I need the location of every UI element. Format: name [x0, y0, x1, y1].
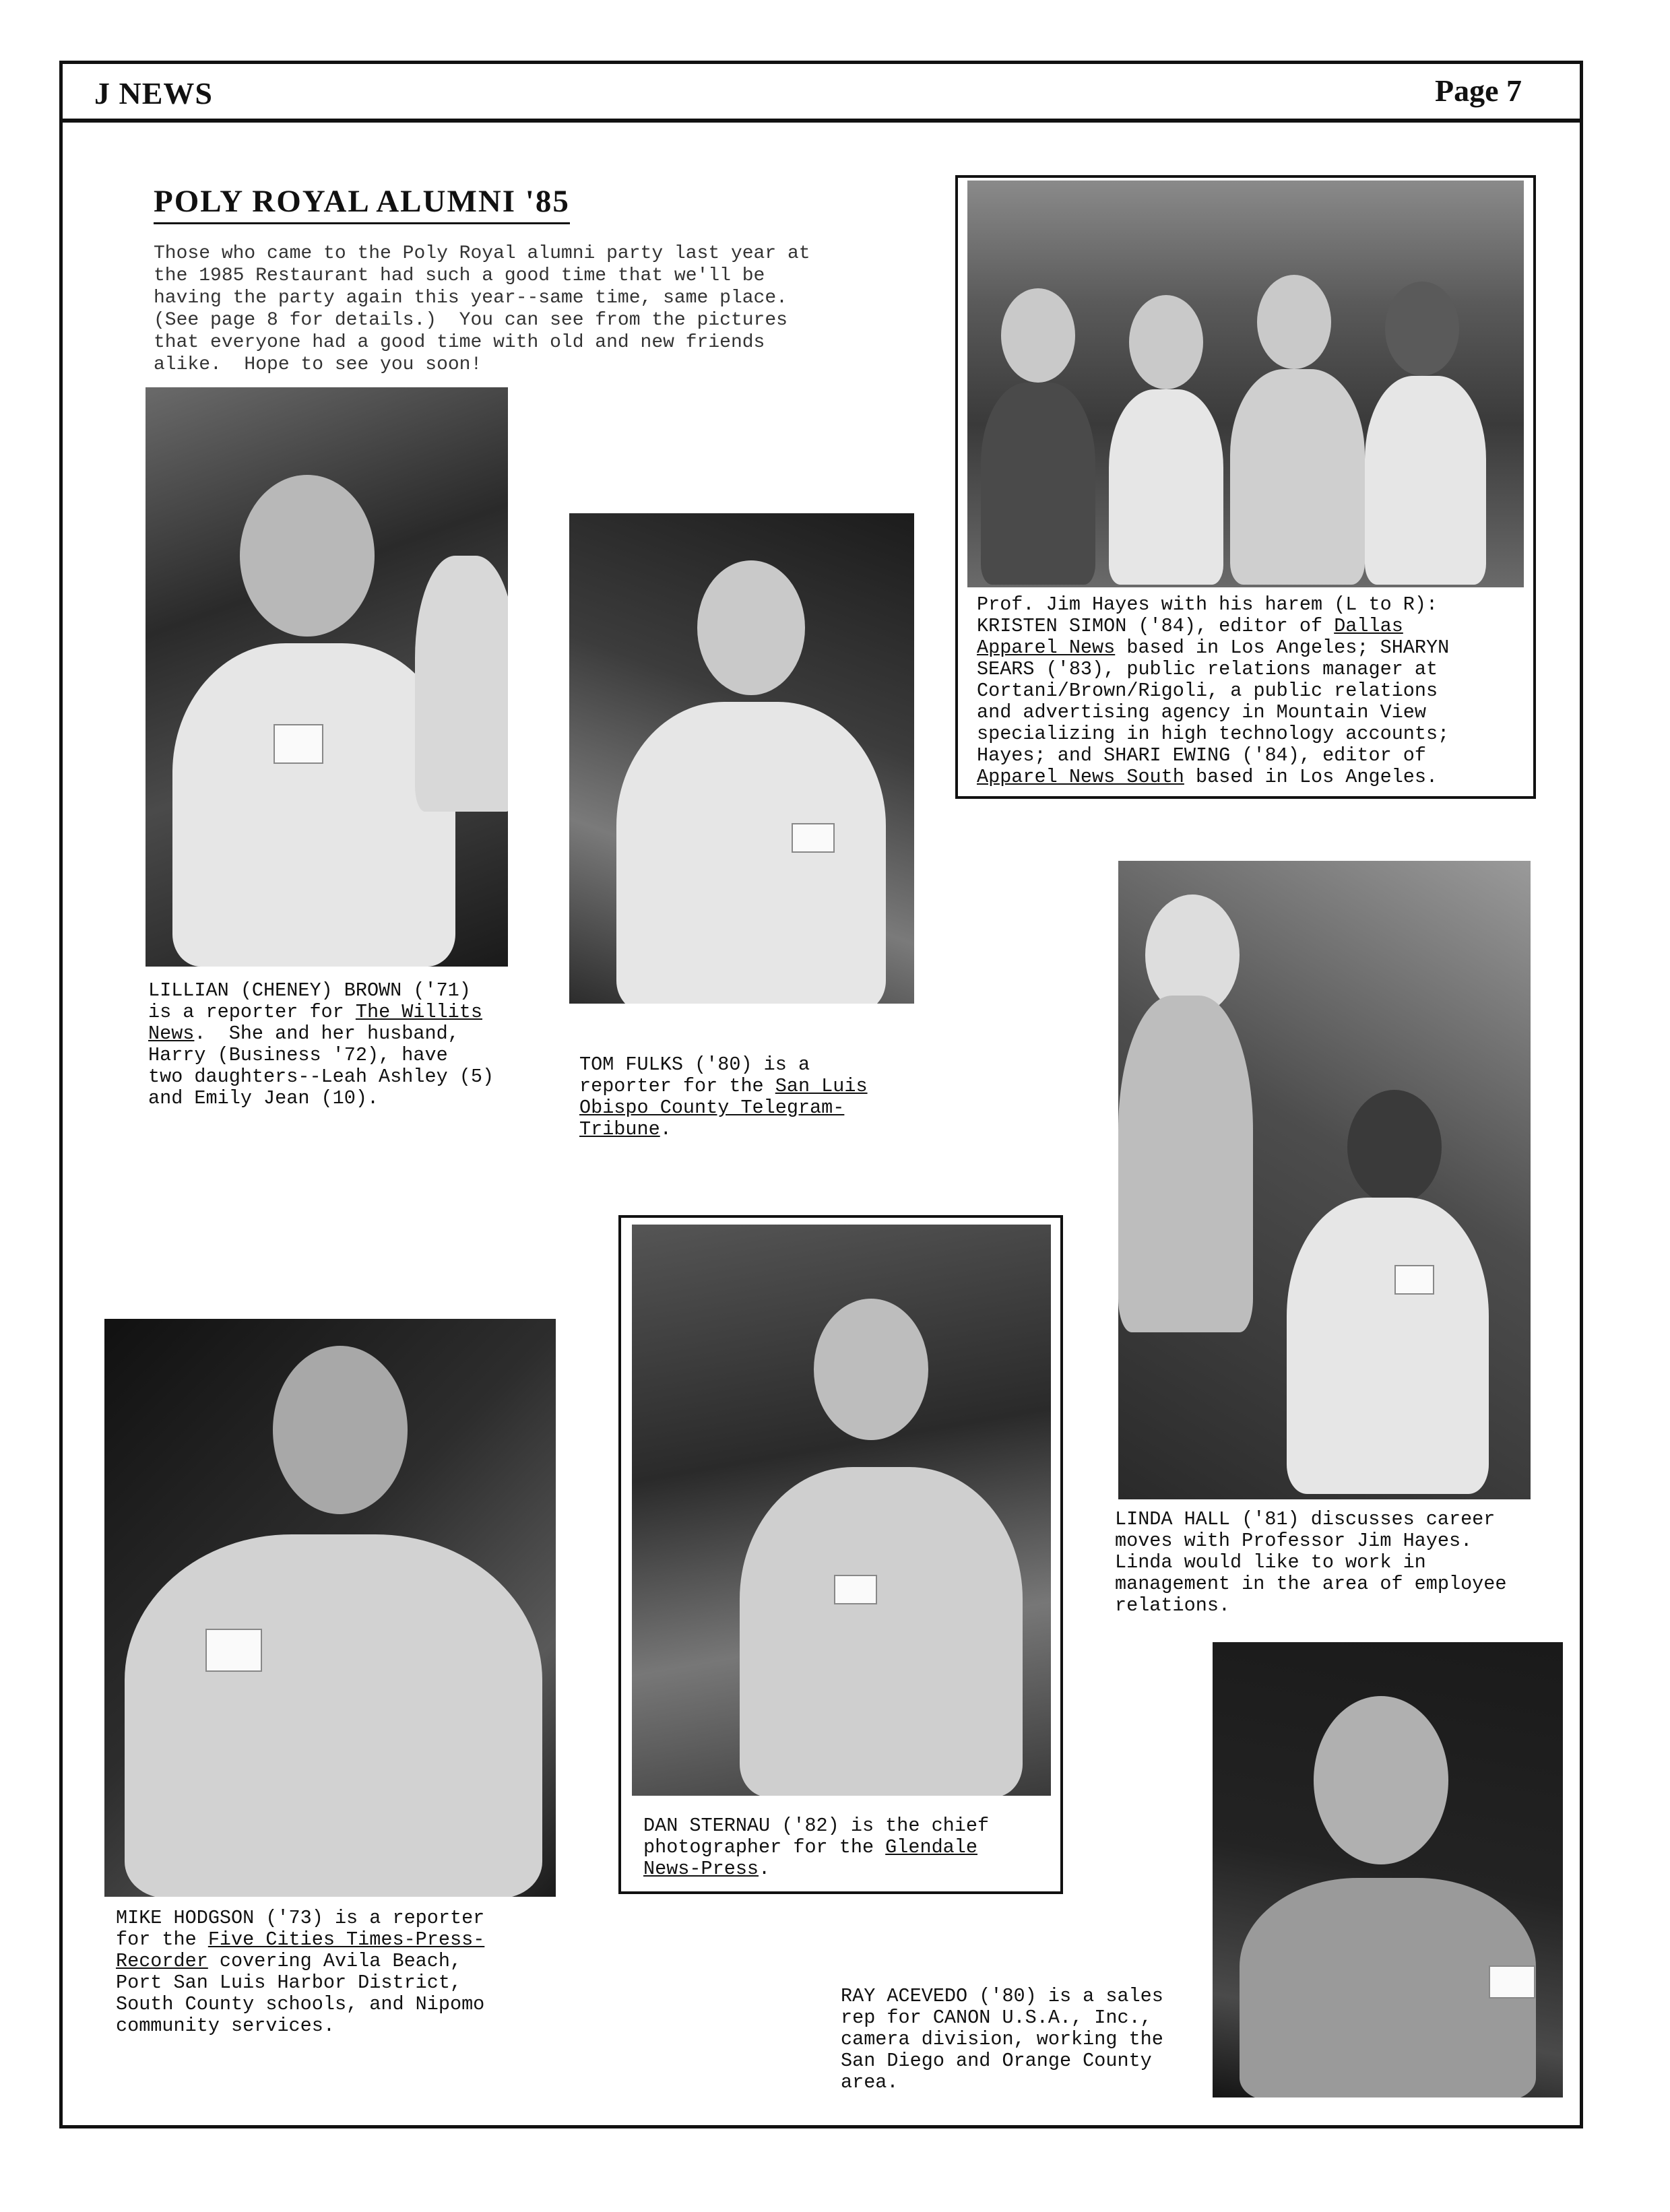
- article-intro: Those who came to the Poly Royal alumni party last year at the 1985 Restaurant had such a good time that we'll be having the party again this year--same time, same place. (See page 8 for details.) You can see from the pictures that everyone had a good time with old and new friends alike. Hope to see you soon!: [154, 243, 810, 375]
- caption-mike-hodgson: MIKE HODGSON ('73) is a reporter for the Five Cities Times-Press- Recorder covering Avila Beach, Port San Luis Harbor District, South County schools, and Nipomo community services.: [116, 1907, 485, 2037]
- article-headline: POLY ROYAL ALUMNI '85: [154, 183, 570, 224]
- page-header: [59, 61, 1583, 123]
- photo-dan-sternau: [632, 1225, 1051, 1796]
- photo-mike-hodgson: [104, 1319, 556, 1897]
- publication-name: J NEWS: [94, 76, 213, 110]
- caption-tom-fulks: TOM FULKS ('80) is a reporter for the San Luis Obispo County Telegram- Tribune.: [579, 1053, 868, 1140]
- caption-lillian-brown: LILLIAN (CHENEY) BROWN ('71) is a reporter for The Willits News. She and her husband, Harry (Business '72), have two daughters--Leah Ashley (5) and Emily Jean (10).: [148, 979, 494, 1109]
- caption-ray-acevedo: RAY ACEVEDO ('80) is a sales rep for CANON U.S.A., Inc., camera division, working the San Diego and Orange County area.: [841, 1985, 1163, 2093]
- photo-hayes-group: [967, 181, 1524, 587]
- page-number: Page 7: [1434, 73, 1522, 108]
- photo-linda-hall: [1118, 861, 1531, 1499]
- photo-ray-acevedo: [1213, 1642, 1563, 2097]
- caption-dan-sternau: DAN STERNAU ('82) is the chief photographer for the Glendale News-Press.: [643, 1815, 990, 1880]
- caption-linda-hall: LINDA HALL ('81) discusses career moves with Professor Jim Hayes. Linda would like to work in management in the area of employee relations.: [1115, 1508, 1507, 1617]
- caption-hayes-group: Prof. Jim Hayes with his harem (L to R): KRISTEN SIMON ('84), editor of Dallas Apparel News based in Los Angeles; SHARYN SEARS ('83), public relations manager at Cortani/Brown/Rigoli, a public relations and advertising agency in Mountain View specializing in high technology accounts; Hayes; and SHARI EWING ('84), editor of Apparel News South based in Los Angeles.: [977, 593, 1450, 788]
- photo-tom-fulks: [569, 513, 914, 1004]
- photo-lillian-brown: [146, 387, 508, 967]
